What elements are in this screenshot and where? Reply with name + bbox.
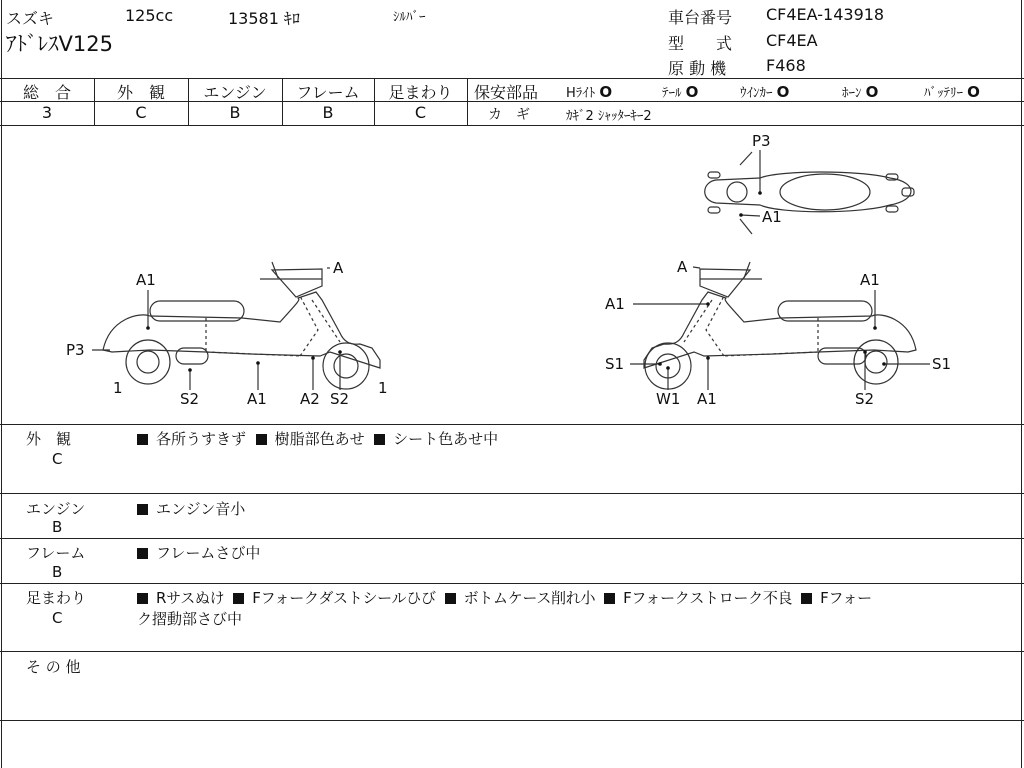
grade-overall-label: 総 合	[22, 83, 71, 102]
grade-engine-value: B	[229, 103, 241, 122]
remark-suspension-category: 足まわり	[26, 589, 87, 607]
frame-no: CF4EA-143918	[766, 5, 885, 24]
scooter-top-view	[705, 152, 914, 234]
safety-winker: ｳｲﾝｶｰ O	[740, 83, 790, 101]
key-value: ｶｷﾞ2 ｼｬｯﾀｰｷｰ2	[566, 109, 652, 124]
label-top-A1: A1	[762, 208, 782, 226]
mileage: 13581 ｷﾛ	[228, 9, 300, 28]
bullet-icon	[137, 434, 148, 445]
safety-horn: ﾎｰﾝ O	[842, 83, 879, 101]
model-name: ｱﾄﾞﾚｽV125	[6, 32, 113, 56]
frame-no-label: 車台番号	[668, 8, 733, 27]
color: ｼﾙﾊﾞｰ	[393, 10, 426, 25]
label-right-A: A	[677, 258, 688, 276]
remark-engine-category: エンジン	[26, 500, 86, 518]
safety-label: 保安部品	[474, 83, 539, 102]
key-label: カ ギ	[488, 107, 530, 123]
type-label: 型 式	[668, 34, 733, 53]
grade-exterior-value: C	[135, 103, 147, 122]
label-right-W1: W1	[656, 390, 681, 408]
bullet-icon	[137, 504, 148, 515]
remark-engine-grade: B	[52, 518, 63, 536]
grade-table-top	[0, 78, 1024, 79]
label-left-A1-floor: A1	[247, 390, 267, 408]
grade-suspension-label: 足まわり	[388, 83, 453, 102]
maker: スズキ	[6, 9, 55, 28]
remark-other-category: そ の 他	[26, 658, 81, 676]
diagram-bottom	[0, 424, 1024, 425]
safety-tail: ﾃｰﾙ O	[662, 83, 699, 101]
grade-overall-value: 3	[41, 103, 53, 122]
remark-exterior-items: 各所うすきず 樹脂部色あせ シート色あせ中	[137, 428, 498, 449]
engine-label: 原 動 機	[668, 59, 727, 78]
remark-suspension-items: Rサスぬけ Fフォークダストシールひび ボトムケース削れ小 Fフォークストローク不良 Fフォー	[137, 587, 872, 608]
bullet-icon	[801, 593, 812, 604]
label-left-A2: A2	[300, 390, 320, 408]
label-left-S2: S2	[180, 390, 200, 408]
grade-exterior-label: 外 観	[116, 83, 165, 102]
label-right-A1-seat: A1	[860, 271, 880, 289]
label-right-S1-front: S1	[605, 355, 625, 373]
safety-headlight: Hﾗｲﾄ O	[566, 83, 613, 101]
label-left-1-front: 1	[378, 379, 388, 397]
bullet-icon	[233, 593, 244, 604]
bullet-icon	[604, 593, 615, 604]
remark-suspension-grade: C	[52, 609, 63, 627]
label-left-P3: P3	[66, 341, 85, 359]
remark-engine-items: エンジン音小	[137, 498, 245, 519]
bullet-icon	[256, 434, 267, 445]
grade-frame-value: B	[322, 103, 334, 122]
remark-exterior-category: 外 観	[26, 430, 72, 448]
label-right-S1-rear: S1	[932, 355, 952, 373]
remark-frame-category: フレーム	[26, 544, 86, 562]
safety-battery: ﾊﾞｯﾃﾘｰ O	[924, 83, 980, 101]
grade-frame-label: フレーム	[296, 83, 360, 102]
remark-frame-grade: B	[52, 563, 63, 581]
grade-suspension-value: C	[414, 103, 427, 122]
label-top-P3: P3	[752, 132, 771, 150]
label-right-S2: S2	[855, 390, 875, 408]
remark-frame-items: フレームさび中	[137, 542, 260, 563]
label-left-1: 1	[113, 379, 123, 397]
label-left-S2-front: S2	[330, 390, 350, 408]
bullet-icon	[445, 593, 456, 604]
label-right-A1-front: A1	[605, 295, 625, 313]
label-right-A1-floor: A1	[697, 390, 717, 408]
remark-exterior-grade: C	[52, 450, 63, 468]
label-left-A1-seat: A1	[136, 271, 156, 289]
bullet-icon	[137, 593, 148, 604]
scooter-diagram	[0, 126, 1024, 424]
engine-cc: 125cc	[125, 6, 174, 25]
remark-suspension-line2: ク摺動部さび中	[137, 610, 243, 628]
label-left-A: A	[333, 259, 344, 277]
grade-engine-label: エンジン	[203, 83, 267, 102]
bullet-icon	[374, 434, 385, 445]
engine-value: F468	[766, 56, 806, 75]
bullet-icon	[137, 548, 148, 559]
type-value: CF4EA	[766, 31, 818, 50]
